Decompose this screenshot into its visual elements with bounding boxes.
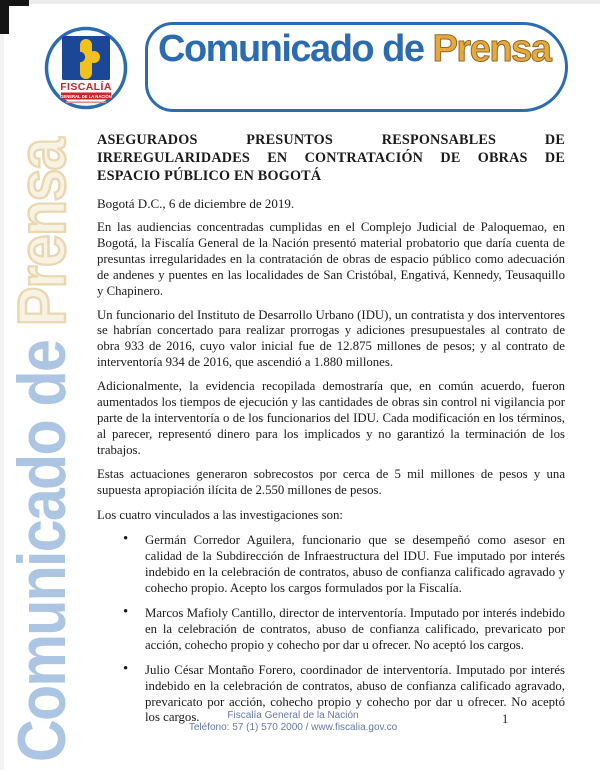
list-intro: Los cuatro vinculados a las investigaciones son:: [97, 507, 343, 522]
page-number: 1: [502, 712, 509, 726]
document-title-line: IREREGULARIDADES EN CONTRATACIÓN DE OBRAS DE: [97, 150, 565, 166]
list-item: • Marcos Mafioly Cantillo, director de interventoría. Imputado por interés indebido en la celebración de contratos, abuso de confianza calificado, prevaricato por acción, cohecho propio y cohecho por dar u ofrecer. No aceptó los cargos.: [145, 606, 565, 654]
header-banner: [0, 0, 600, 125]
side-watermark: [3, 122, 89, 762]
document-body: [97, 131, 565, 735]
fiscalia-logo: [44, 26, 128, 110]
banner-title-comunicado: Comunicado de: [158, 28, 433, 70]
logo-wordmark: FISCALÍA: [60, 81, 112, 93]
page-footer: [97, 710, 489, 733]
paragraph: Adicionalmente, la evidencia recopilada demostraría que, en común acuerdo, fueron aumentados los tiempos de ejecución y las cantidades de obras sin control ni vigilancia por parte de la interventoría o de los funcionarios del IDU. Cada modificación en los términos, al parecer, representó dinero para los implicados y no garantizó la terminación de los trabajos.: [97, 379, 565, 457]
banner-title: [158, 28, 550, 71]
paragraph: Un funcionario del Instituto de Desarrollo Urbano (IDU), un contratista y dos interventores se habrían concertado para realizar prorrogas y adiciones presupuestales al contrato de obra 933 de 2016, cuyo valor inicial fue de 12.875 millones de pesos; y al contrato de interventoría 934 de 2016, que ascendió a 1.880 millones.: [97, 307, 565, 370]
paragraph: Estas actuaciones generaron sobrecostos por cerca de 5 mil millones de pesos y una supuesta apropiación ilícita de 2.550 millones de pesos.: [97, 466, 565, 497]
watermark-prensa: Prensa: [4, 139, 80, 327]
logo-band-text: GENERAL DE LA NACIÓN: [60, 93, 112, 99]
footer-contact: Teléfono: 57 (1) 570 2000 / www.fiscalia.gov.co: [188, 721, 398, 733]
fiscalia-seal-icon: [44, 26, 128, 110]
logo-motto-line: [66, 102, 106, 104]
document-title-line: ESPACIO PÚBLICO EN BOGOTÁ: [97, 168, 322, 184]
document-title-line: ASEGURADOS PRESUNTOS RESPONSABLES DE: [97, 132, 565, 148]
document-title: [97, 131, 565, 185]
list-item: • Julio César Montaño Forero, coordinador de interventoría. Imputado por interés indebido en la celebración de contratos, abuso de confianza calificado agravado, prevaricato por acción, cohecho propio y cohecho por dar u ofrecer. No aceptó los cargos.: [145, 663, 565, 727]
banner-title-prensa: Prensa: [432, 28, 551, 70]
dateline: Bogotá D.C., 6 de diciembre de 2019.: [97, 196, 295, 211]
side-watermark-text: [3, 139, 81, 762]
paragraph: En las audiencias concentradas cumplidas en el Complejo Judicial de Paloquemao, en Bogotá, la Fiscalía General de la Nación presentó material probatorio que daría cuenta de presuntas irregularidades en la contratación de obras de espacio público como adecuación de andenes y puentes en las localidades de San Cristóbal, Engativá, Kennedy, Teusaquillo y Chapinero.: [97, 220, 565, 298]
accused-list: [97, 533, 565, 726]
list-item: • Germán Corredor Aguilera, funcionario que se desempeñó como asesor en calidad de la Subdirección de Infraestructura del IDU. Fue imputado por interés indebido en la celebración de contratos, abuso de confianza calificado agravado y cohecho propio. Acepto los cargos formulados por la Fiscalía.: [145, 533, 565, 597]
footer-org: Fiscalía General de la Nación: [227, 710, 359, 721]
watermark-comunicado: Comunicado de: [4, 326, 80, 762]
